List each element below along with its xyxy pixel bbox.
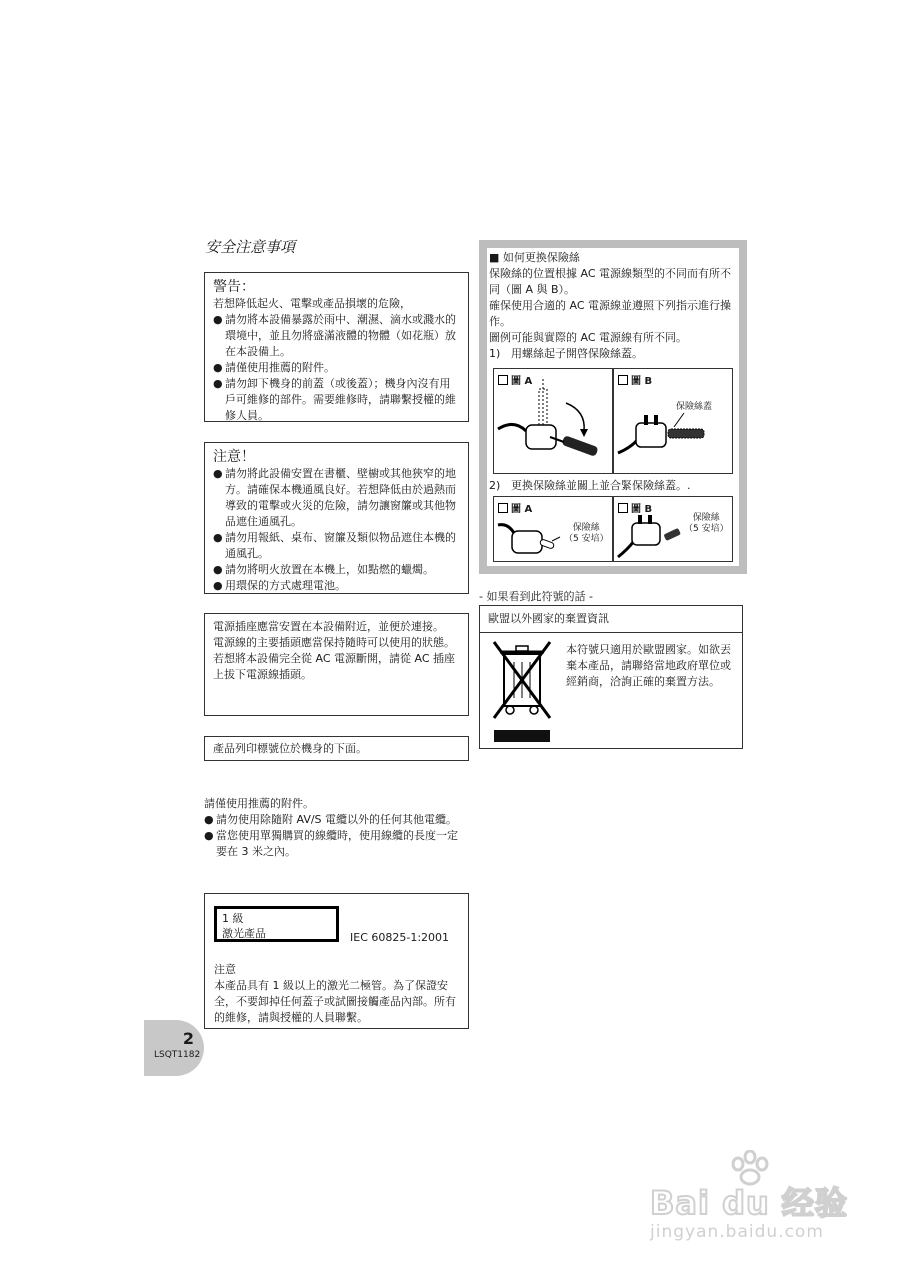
page-number: 2 (182, 1029, 194, 1048)
warning-bullet: ● 請勿卸下機身的前蓋（或後蓋）；機身內沒有用戶可維修的部件。需要維修時，請聯繫授權的維修人員。 (213, 377, 456, 422)
fuse-para: 圖例可能與實際的 AC 電源線有所不同。 (489, 331, 688, 344)
socket-line: 電源插座應當安置在本設備附近，並便於連接。 (213, 620, 444, 633)
accessories-section (204, 796, 466, 860)
warning-bullet: ● 請勿將本設備暴露於雨中、潮濕、滴水或濺水的環境中，並且勿將盛滿液體的物體（如花瓶）放在本設備上。 (213, 313, 456, 358)
fuse-para: 確保使用合適的 AC 電源線並遵照下列指示進行操作。 (489, 299, 732, 328)
fuse-para: 保險絲的位置根據 AC 電源線類型的不同而有所不同（圖 A 與 B）。 (489, 267, 732, 296)
laser-caution-heading: 注意 (214, 963, 236, 976)
black-bar (494, 730, 550, 742)
laser-caution-text: 本產品具有 1 級以上的激光二極管。為了保證安全，不要卸掉任何蓋子或試圖接觸產品內部。所有的維修，請與授權的人員聯繫。 (214, 979, 456, 1024)
laser-box (204, 893, 469, 1029)
label-location-box (204, 736, 469, 761)
watermark-brand: Bai du 经验 (650, 1184, 848, 1222)
fuse-step-2: 2) 更換保險絲並關上並合緊保險絲蓋。. (489, 479, 691, 492)
fuse-rating: （5 安培） (684, 524, 729, 534)
watermark (650, 1150, 870, 1250)
page-code: LSQT1182 (154, 1050, 201, 1060)
warning-bullet: ● 請僅使用推薦的附件。 (213, 361, 335, 374)
power-socket-box (204, 613, 469, 716)
fuse-label: 保險絲 (572, 523, 600, 533)
figure-a-open (493, 368, 613, 474)
watermark-url: jingyan.baidu.com (650, 1222, 824, 1242)
caution-bullet: ● 請勿用報紙、桌布、窗簾及類似物品遮住本機的通風孔。 (213, 531, 456, 560)
fuse-label: 保險絲 (692, 513, 720, 523)
warning-intro: 若想降低起火、電擊或產品損壞的危險， (213, 297, 411, 310)
caution-bullet: ● 請勿將此設備安置在書櫃、壁櫥或其他狹窄的地方。請確保本機通風良好。若想降低由於過熱而導致的電擊或火災的危險，請勿讓窗簾或其他物品遮住通風孔。 (213, 467, 456, 528)
figure-b-open (613, 368, 733, 474)
section-title: 安全注意事項 (205, 238, 296, 256)
disposal-heading: 歐盟以外國家的棄置資訊 (488, 612, 609, 625)
warning-heading: 警告： (213, 279, 255, 295)
warning-box (204, 272, 469, 422)
laser-class-line: 1 級 (222, 912, 244, 925)
accessories-bullet: ● 當您使用單獨購買的線纜時，使用線纜的長度一定要在 3 米之內。 (204, 829, 458, 858)
socket-line: 電源線的主要插頭應當保持隨時可以使用的狀態。 (213, 636, 455, 649)
laser-class-line: 激光產品 (222, 927, 266, 940)
figure-a-label: 圖 A (498, 500, 532, 515)
caution-heading: 注意！ (213, 449, 255, 465)
figure-b-replace (613, 496, 733, 562)
crossed-bin-icon (490, 638, 556, 722)
fuse-heading: ■ 如何更換保險絲 (489, 251, 580, 264)
fuse-rating: （5 安培） (564, 534, 609, 544)
fuse-cover-label: 保險絲蓋 (676, 402, 713, 412)
caution-bullet: ● 請勿將明火放置在本機上，如點燃的蠟燭。 (213, 563, 434, 576)
figure-b-label: 圖 B (618, 500, 652, 515)
page-tab (144, 1020, 204, 1076)
disposal-box (479, 605, 743, 749)
figure-b-label: 圖 B (618, 372, 652, 387)
fuse-panel (479, 240, 747, 574)
accessories-heading: 請僅使用推薦的附件。 (204, 797, 314, 810)
accessories-bullet: ● 請勿使用除隨附 AV/S 電纜以外的任何其他電纜。 (204, 813, 458, 826)
figure-a-replace (493, 496, 613, 562)
caution-box (204, 442, 469, 594)
figure-a-label: 圖 A (498, 372, 532, 387)
socket-line: 若想將本設備完全從 AC 電源斷開，請從 AC 插座上拔下電源線插頭。 (213, 652, 456, 681)
label-location-text: 產品列印標號位於機身的下面。 (213, 742, 367, 755)
laser-standard: IEC 60825-1:2001 (350, 931, 450, 944)
disposal-text: 本符號只適用於歐盟國家。如欲丟棄本產品，請聯絡當地政府單位或經銷商，洽詢正確的棄置方法。 (566, 643, 731, 688)
symbol-note: - 如果看到此符號的話 - (479, 590, 593, 603)
fuse-step-1: 1) 用螺絲起子開啓保險絲蓋。 (489, 347, 643, 360)
caution-bullet: ● 用環保的方式處理電池。 (213, 579, 346, 592)
laser-class-label (214, 906, 339, 942)
